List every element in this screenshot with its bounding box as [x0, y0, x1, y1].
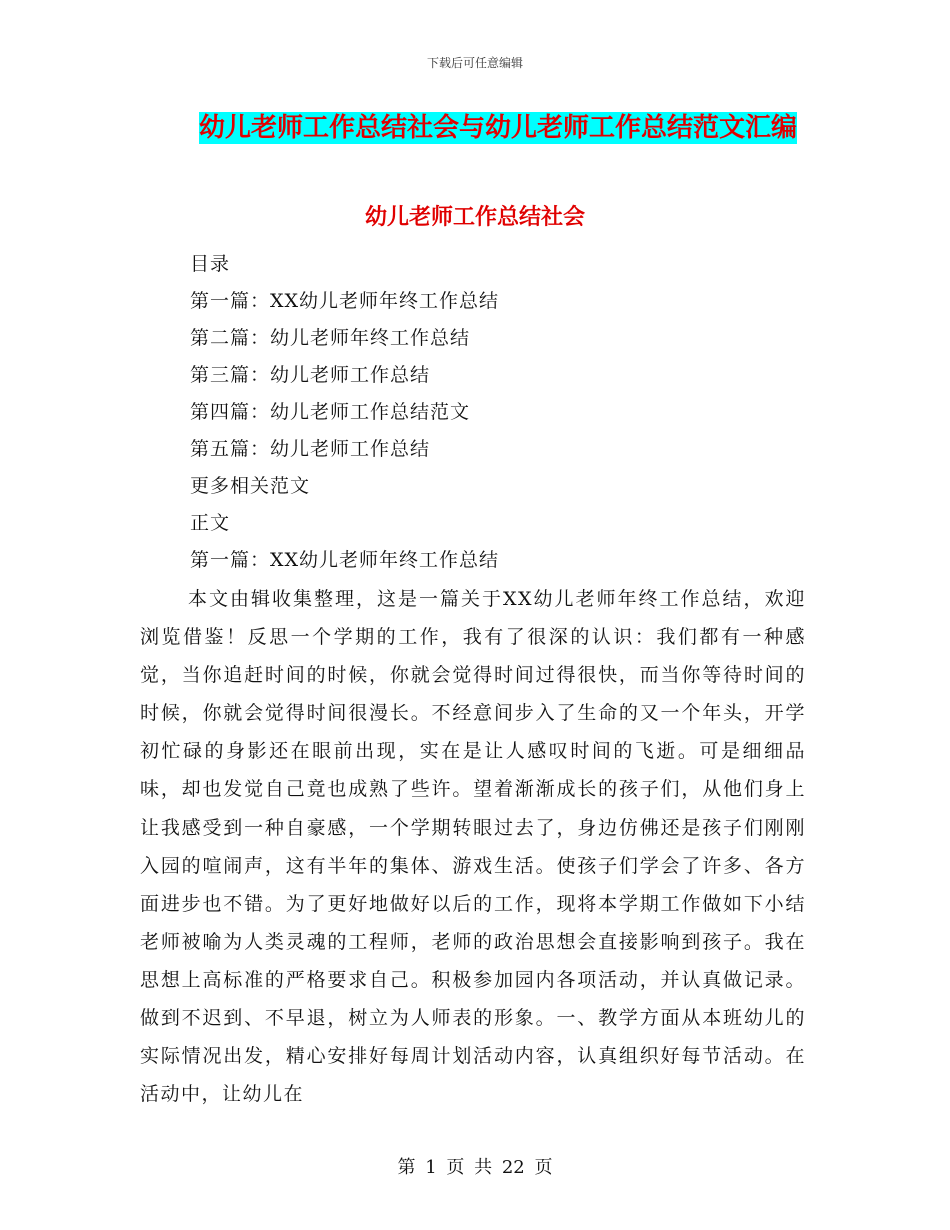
main-title [0, 110, 950, 146]
toc-more-link: 更多相关范文 [190, 475, 311, 497]
sub-title: 幼儿老师工作总结社会 [364, 205, 585, 230]
toc-item: 第三篇：幼儿老师工作总结 [190, 364, 431, 386]
toc-item: 第一篇：XX幼儿老师年终工作总结 [190, 290, 500, 312]
table-of-contents [190, 246, 830, 579]
main-title-highlight: 幼儿老师工作总结社会与幼儿老师工作总结范文汇编 [198, 113, 797, 143]
toc-item: 第五篇：幼儿老师工作总结 [190, 438, 431, 460]
header-note: 下载后可任意编辑 [426, 56, 523, 70]
page-footer: 第 1 页 共 22 页 [397, 1157, 553, 1178]
toc-item: 第二篇：幼儿老师年终工作总结 [190, 327, 471, 349]
body-paragraph: 本文由辑收集整理，这是一篇关于XX幼儿老师年终工作总结，欢迎浏览借鉴！反思一个学期的工作，我有了很深的认识：我们都有一种感觉，当你追赶时间的时候，你就会觉得时间过得很快，而当你等待时间的时候，你就会觉得时间很漫长。不经意间步入了生命的又一个年头，开学初忙碌的身影还在眼前出现，实在是让人感叹时间的飞逝。可是细细品味，却也发觉自己竟也成熟了些许。望着渐渐成长的孩子们，从他们身上让我感受到一种自豪感，一个学期转眼过去了，身边仿佛还是孩子们刚刚入园的喧闹声，这有半年的集体、游戏生活。使孩子们学会了许多、各方面进步也不错。为了更好地做好以后的工作，现将本学期工作做如下小结老师被喻为人类灵魂的工程师，老师的政治思想会直接影响到孩子。我在思想上高标准的严格要求自己。积极参加园内各项活动，并认真做记录。做到不迟到、不早退，树立为人师表的形象。一、教学方面从本班幼儿的实际情况出发，精心安排好每周计划活动内容，认真组织好每节活动。在活动中，让幼儿在 [140, 588, 806, 1106]
toc-heading: 目录 [190, 253, 231, 275]
first-article-title: 第一篇：XX幼儿老师年终工作总结 [190, 549, 500, 571]
toc-item: 第四篇：幼儿老师工作总结范文 [190, 401, 471, 423]
body-heading: 正文 [190, 512, 231, 534]
